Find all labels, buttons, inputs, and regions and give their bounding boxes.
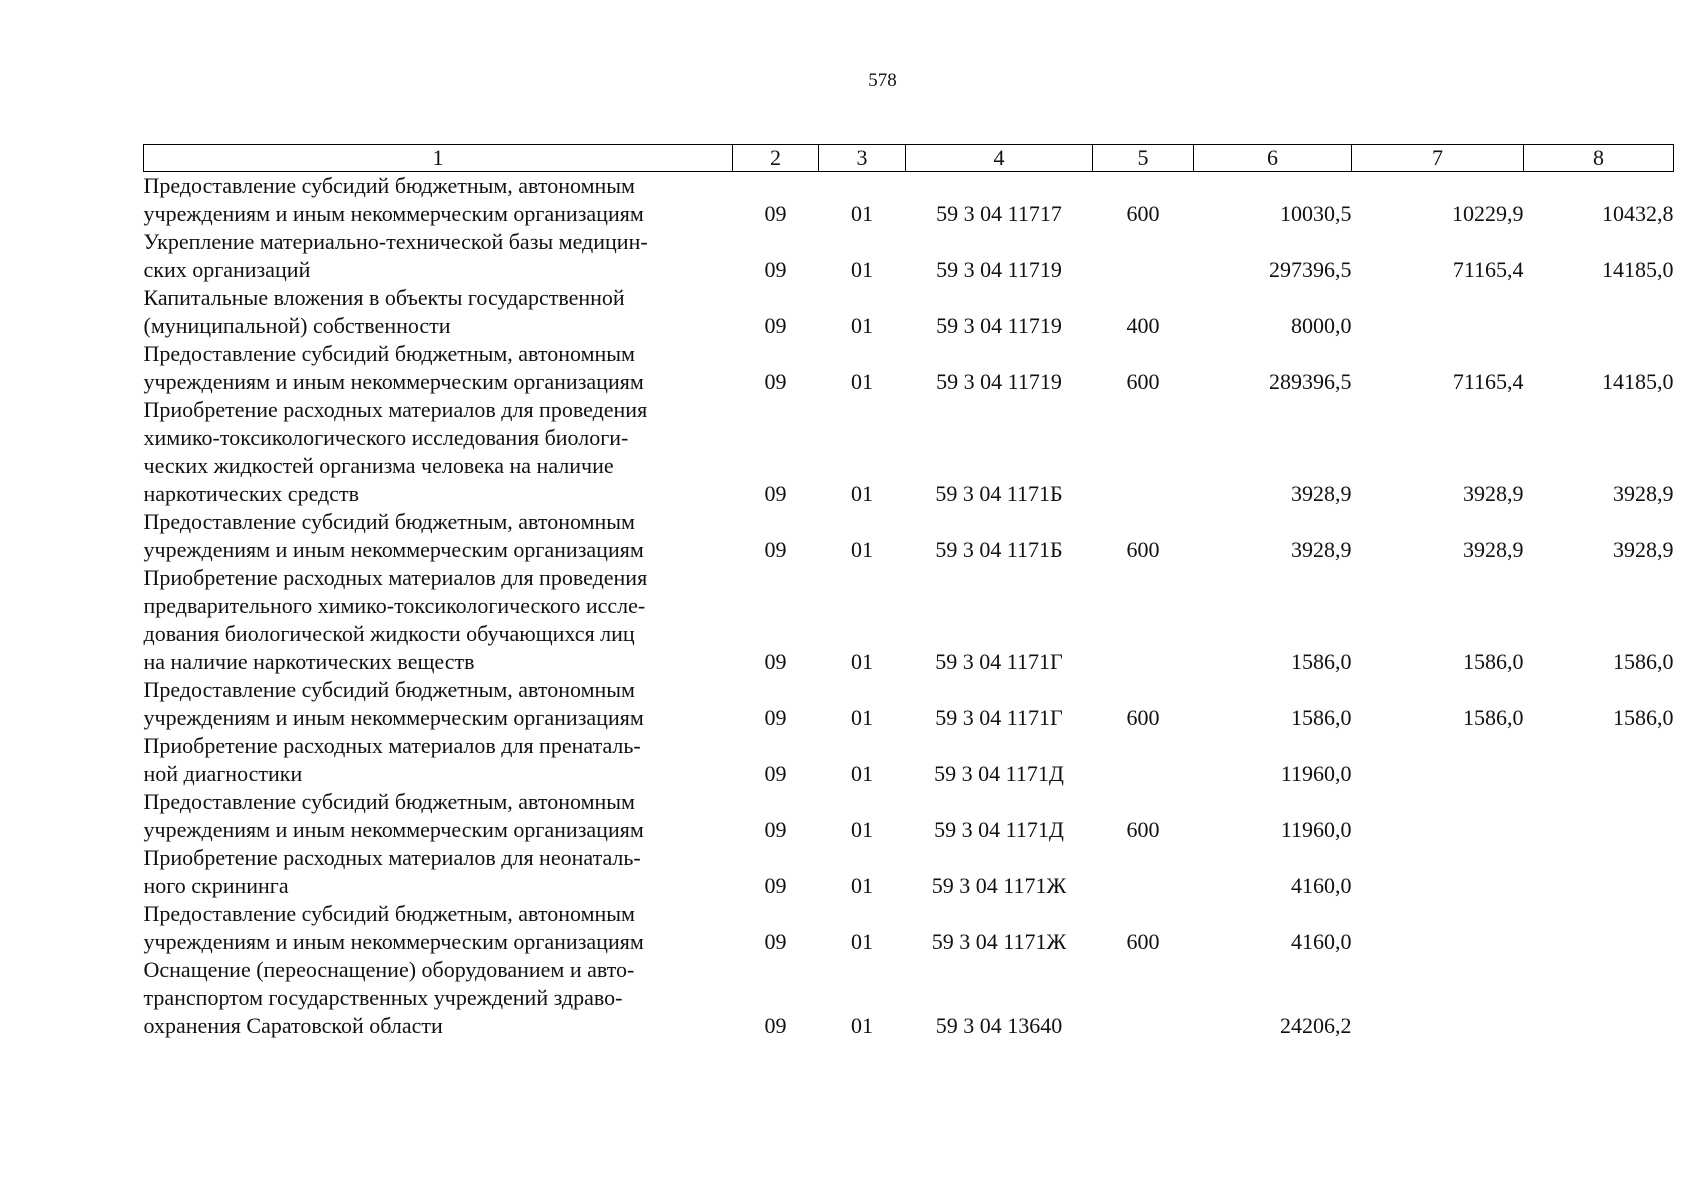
target-article-code: 59 3 04 11719: [936, 313, 1062, 338]
expense-name-line: учреждениям и иным некоммерческим организациям: [143, 537, 644, 562]
table-row: [144, 956, 1674, 1040]
column-header: 1: [144, 145, 733, 172]
section-code: 09: [764, 369, 787, 394]
subsection-code: 01: [851, 929, 873, 954]
expense-name: [144, 788, 733, 844]
expense-type-code: [1093, 228, 1194, 284]
expense-type-code: [1093, 396, 1194, 508]
target-article-code: 59 3 04 1171Д: [934, 761, 1064, 786]
subsection-code: 01: [851, 201, 873, 226]
amount-col-6: 297396,5: [1269, 257, 1352, 282]
target-article-code: 59 3 04 1171Г: [935, 649, 1063, 674]
expense-name-line: учреждениям и иным некоммерческим организациям: [143, 929, 644, 954]
section-code: 09: [764, 481, 787, 506]
amount-col-7: 71165,4: [1452, 257, 1524, 282]
expense-name-line: Предоставление субсидий бюджетным, автономным: [143, 509, 635, 534]
expense-name-line: транспортом государственных учреждений здраво-: [143, 985, 623, 1010]
expense-name-line: предварительного химико-токсикологического иссле-: [143, 593, 646, 618]
target-article-code: 59 3 04 1171Б: [935, 481, 1063, 506]
expense-type-code: 600: [1126, 705, 1160, 730]
target-article-code: 59 3 04 1171Д: [934, 817, 1064, 842]
section-code: 09: [764, 761, 787, 786]
expense-type-code: 400: [1126, 313, 1160, 338]
table-row: [144, 508, 1674, 564]
target-article-code: 59 3 04 11717: [936, 201, 1062, 226]
table-row: [144, 172, 1674, 229]
subsection-code: 01: [851, 761, 873, 786]
amount-col-8: [1524, 284, 1674, 340]
expense-name-line: Укрепление материально-технической базы медицин-: [143, 229, 648, 254]
subsection-code: 01: [851, 649, 873, 674]
expense-name-line: учреждениям и иным некоммерческим организациям: [143, 705, 644, 730]
expense-type-code: [1093, 844, 1194, 900]
expense-name-line: ских организаций: [143, 257, 311, 282]
target-article-code: 59 3 04 1171Ж: [931, 929, 1067, 954]
section-code: 09: [764, 537, 787, 562]
amount-col-6: 289396,5: [1269, 369, 1352, 394]
table-row: [144, 228, 1674, 284]
table-row: [144, 788, 1674, 844]
section-code: 09: [764, 929, 787, 954]
expense-name-line: Приобретение расходных материалов для проведения: [143, 565, 648, 590]
amount-col-7: [1352, 284, 1524, 340]
subsection-code: 01: [851, 369, 873, 394]
expense-name: [144, 396, 733, 508]
amount-col-7: [1352, 956, 1524, 1040]
amount-col-8: 14185,0: [1602, 257, 1674, 282]
section-code: 09: [764, 201, 787, 226]
expense-name-line: Капитальные вложения в объекты государственной: [143, 285, 625, 310]
amount-col-7: [1352, 788, 1524, 844]
column-header: 2: [733, 145, 819, 172]
column-header: 6: [1194, 145, 1352, 172]
amount-col-8: [1524, 900, 1674, 956]
amount-col-8: [1524, 732, 1674, 788]
table-row: [144, 732, 1674, 788]
table-row: [144, 844, 1674, 900]
amount-col-8: [1524, 788, 1674, 844]
target-article-code: 59 3 04 1171Б: [935, 537, 1063, 562]
expense-type-code: 600: [1126, 929, 1160, 954]
amount-col-6: 1586,0: [1291, 705, 1352, 730]
column-header: 7: [1352, 145, 1524, 172]
amount-col-6: 11960,0: [1280, 761, 1352, 786]
expense-name-line: (муниципальной) собственности: [143, 313, 451, 338]
target-article-code: 59 3 04 13640: [935, 1013, 1063, 1038]
expense-name: [144, 172, 733, 229]
expense-name-line: ного скрининга: [143, 873, 289, 898]
amount-col-7: 71165,4: [1452, 369, 1524, 394]
target-article-code: 59 3 04 1171Г: [935, 705, 1063, 730]
amount-col-6: 1586,0: [1291, 649, 1352, 674]
section-code: 09: [764, 817, 787, 842]
amount-col-8: 10432,8: [1602, 201, 1674, 226]
subsection-code: 01: [851, 873, 873, 898]
expense-name: [144, 564, 733, 676]
page-number: 578: [868, 70, 897, 91]
column-header: 3: [819, 145, 906, 172]
amount-col-6: 8000,0: [1291, 313, 1352, 338]
amount-col-7: 1586,0: [1463, 649, 1524, 674]
section-code: 09: [764, 313, 787, 338]
subsection-code: 01: [851, 481, 873, 506]
expense-name-line: Предоставление субсидий бюджетным, автономным: [143, 901, 635, 926]
expense-name: [144, 956, 733, 1040]
expense-type-code: 600: [1126, 537, 1160, 562]
amount-col-6: 3928,9: [1291, 481, 1352, 506]
column-header: 4: [906, 145, 1093, 172]
expense-name-line: Предоставление субсидий бюджетным, автономным: [143, 677, 635, 702]
amount-col-7: [1352, 844, 1524, 900]
amount-col-8: 3928,9: [1613, 537, 1674, 562]
subsection-code: 01: [851, 817, 873, 842]
subsection-code: 01: [851, 257, 873, 282]
expense-name: [144, 844, 733, 900]
budget-table: [143, 144, 1674, 1040]
expense-name-line: ческих жидкостей организма человека на наличие: [143, 453, 614, 478]
expense-name: [144, 340, 733, 396]
amount-col-6: 10030,5: [1280, 201, 1352, 226]
table-row: [144, 340, 1674, 396]
expense-name-line: Предоставление субсидий бюджетным, автономным: [143, 173, 635, 198]
expense-name-line: Предоставление субсидий бюджетным, автономным: [143, 341, 635, 366]
column-header: 8: [1524, 145, 1674, 172]
expense-name-line: Приобретение расходных материалов для проведения: [143, 397, 648, 422]
amount-col-6: 11960,0: [1280, 817, 1352, 842]
target-article-code: 59 3 04 11719: [936, 369, 1062, 394]
expense-type-code: [1093, 732, 1194, 788]
section-code: 09: [764, 873, 787, 898]
amount-col-8: [1524, 956, 1674, 1040]
amount-col-8: 1586,0: [1613, 705, 1674, 730]
table-row: [144, 900, 1674, 956]
expense-name: [144, 508, 733, 564]
subsection-code: 01: [851, 313, 873, 338]
amount-col-7: 3928,9: [1463, 481, 1524, 506]
section-code: 09: [764, 1013, 787, 1038]
subsection-code: 01: [851, 705, 873, 730]
amount-col-6: 24206,2: [1280, 1013, 1352, 1038]
expense-name-line: химико-токсикологического исследования биологи-: [143, 425, 629, 450]
expense-name-line: учреждениям и иным некоммерческим организациям: [143, 817, 644, 842]
expense-name-line: учреждениям и иным некоммерческим организациям: [143, 201, 644, 226]
column-header: 5: [1093, 145, 1194, 172]
table-row: [144, 676, 1674, 732]
expense-name-line: наркотических средств: [143, 481, 360, 506]
amount-col-7: 1586,0: [1463, 705, 1524, 730]
amount-col-6: 4160,0: [1291, 873, 1352, 898]
table-row: [144, 284, 1674, 340]
section-code: 09: [764, 649, 787, 674]
expense-name: [144, 676, 733, 732]
expense-type-code: 600: [1126, 201, 1160, 226]
expense-name: [144, 284, 733, 340]
expense-name-line: дования биологической жидкости обучающихся лиц: [143, 621, 635, 646]
amount-col-8: 3928,9: [1613, 481, 1674, 506]
expense-type-code: 600: [1126, 369, 1160, 394]
table-row: [144, 396, 1674, 508]
amount-col-6: 3928,9: [1291, 537, 1352, 562]
subsection-code: 01: [851, 537, 873, 562]
expense-name-line: охранения Саратовской области: [143, 1013, 443, 1038]
amount-col-7: 3928,9: [1463, 537, 1524, 562]
expense-name-line: ной диагностики: [143, 761, 303, 786]
expense-type-code: [1093, 956, 1194, 1040]
expense-name-line: Приобретение расходных материалов для неонаталь-: [143, 845, 641, 870]
expense-name-line: Предоставление субсидий бюджетным, автономным: [143, 789, 635, 814]
amount-col-8: 14185,0: [1602, 369, 1674, 394]
table-row: [144, 564, 1674, 676]
expense-name-line: на наличие наркотических веществ: [143, 649, 475, 674]
amount-col-7: 10229,9: [1452, 201, 1524, 226]
subsection-code: 01: [851, 1013, 873, 1038]
section-code: 09: [764, 705, 787, 730]
amount-col-8: [1524, 844, 1674, 900]
amount-col-7: [1352, 900, 1524, 956]
table-body: [144, 172, 1674, 1041]
target-article-code: 59 3 04 11719: [936, 257, 1062, 282]
amount-col-7: [1352, 732, 1524, 788]
expense-type-code: [1093, 564, 1194, 676]
expense-name-line: учреждениям и иным некоммерческим организациям: [143, 369, 644, 394]
section-code: 09: [764, 257, 787, 282]
expense-name: [144, 228, 733, 284]
amount-col-8: 1586,0: [1613, 649, 1674, 674]
target-article-code: 59 3 04 1171Ж: [931, 873, 1067, 898]
expense-name-line: Приобретение расходных материалов для пренаталь-: [143, 733, 641, 758]
amount-col-6: 4160,0: [1291, 929, 1352, 954]
expense-name-line: Оснащение (переоснащение) оборудованием и авто-: [143, 957, 635, 982]
expense-type-code: 600: [1126, 817, 1160, 842]
expense-name: [144, 732, 733, 788]
expense-name: [144, 900, 733, 956]
header-row: [144, 145, 1674, 172]
